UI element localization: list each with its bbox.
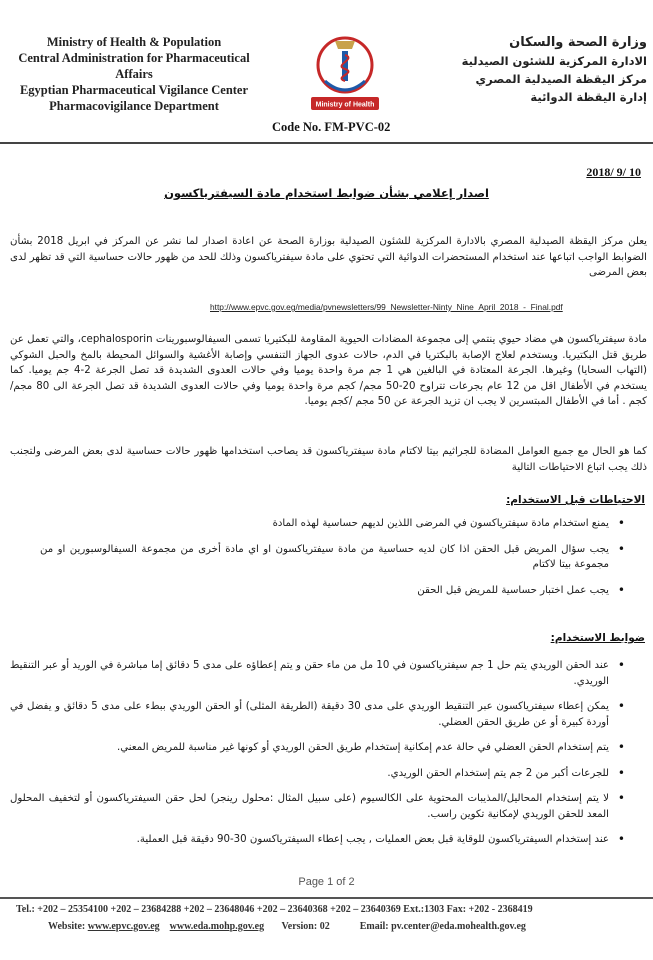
header-en-line: Affairs bbox=[115, 67, 153, 81]
ministry-logo bbox=[305, 25, 385, 117]
header-en-line: Ministry of Health & Population bbox=[46, 35, 222, 49]
ministry-emblem-icon bbox=[305, 25, 385, 117]
list-item: • لا يتم إستخدام المحاليل/المذيبات المحتوية على الكالسيوم (على سبيل المثال :محلول رينجر) لحل حقن السيفترياكسون أو لتخفيف المحلول المعد للحقن الوريدي لإمكانية تكوين راسب. bbox=[10, 791, 625, 822]
header-ar-line: وزارة الصحة والسكان bbox=[509, 35, 647, 50]
header-en-line: Egyptian Pharmaceutical Vigilance Center bbox=[19, 83, 249, 97]
list-item: • عند إستخدام السيفترياكسون للوقاية قبل بعض العمليات , يجب إعطاء السيفترياكسون 30-90 دقيقة قبل العملية. bbox=[10, 832, 625, 848]
header-ar-line: إدارة اليقظة الدوائية bbox=[530, 90, 647, 104]
footer-contact-line bbox=[48, 921, 526, 932]
document-date: 2018/ 9/ 10 bbox=[586, 165, 641, 179]
header-ar-line: الادارة المركزية للشئون الصيدلية bbox=[461, 54, 647, 68]
precautions-heading: الاحتياطات قبل الاستخدام: bbox=[506, 494, 645, 506]
controls-list bbox=[10, 658, 625, 858]
header-english-block bbox=[0, 34, 268, 114]
header-divider bbox=[0, 142, 653, 144]
website-link-eda[interactable]: www.eda.mohp.gov.eg bbox=[169, 921, 265, 932]
newsletter-link[interactable]: http://www.epvc.gov.eg/media/pvnewsletters/99_Newsletter-Ninty_Nine_April_2018_-_Final.pdf bbox=[210, 302, 563, 312]
footer-phone-line: Tel.: +202 – 25354100 +202 – 23684288 +202 – 23648046 +202 – 23640368 +202 – 23640369 Ext.:1303 Fax: +202 - 2368419 bbox=[16, 904, 533, 915]
page-number: Page 1 of 2 bbox=[298, 876, 355, 888]
list-item: • يجب سؤال المريض قبل الحقن اذا كان لديه حساسية من مادة سيفترياكسون او اي مادة أخرى من مجموعة السيفالوسبورين او من مجموعة بيتا لاكتام bbox=[40, 542, 625, 573]
drug-description-paragraph: مادة سيفترياكسون هي مضاد حيوي ينتمي إلى مجموعة المضادات الحيوية المقاومة للبكتيريا تسمى السيفالوسبورينات cephalosporin، والتي تعمل عن طريق قتل البكتيريا. ويستخدم لعلاج الإصابة بالبكتريا في الدم، حالات عدوى الجهاز التنفسي وإصابة الأغشية والسوائل المحيطة بالمخ والحبل الشوكي (التهاب السحايا) وغيرها. الجرعة المعتادة في البالغين هي 1 جم مرة واحدة يوميا وفي حالات العدوى الشديدة قد تصل الجرعة 2-4 جم يوميا. كما يستخدم في الأطفال اقل من 12 عام بجرعات تتراوح 20-50 مجم/ كجم مرة واحدة يوميا وفي حالات العدوى الشديدة قد تصل الجرعة الى 80 مجم/كجم . أما في الأطفال المبتسرين لا يجب ان تزيد الجرعة عن 50 مجم /كجم يوميا. bbox=[10, 334, 648, 407]
header-ar-line: مركز اليقظة الصيدلية المصري bbox=[475, 72, 647, 86]
email-label[interactable]: Email: pv.center@eda.mohealth.gov.eg bbox=[359, 921, 526, 932]
logo-caption: Ministry of Health bbox=[315, 101, 375, 109]
document-title: اصدار إعلامي بشأن ضوابط استخدام مادة السيفترياكسون bbox=[164, 186, 489, 200]
controls-heading: ضوابط الاستخدام: bbox=[550, 632, 645, 644]
precautions-list bbox=[40, 516, 625, 608]
warning-paragraph: كما هو الحال مع جميع العوامل المضادة للجراثيم بيتا لاكتام مادة سيفترياكسون قد يصاحب استخدامها ظهور حالات حساسية لدى بعض المرضى ولتجنب ذلك يجب اتباع الاحتياطات التالية bbox=[10, 446, 647, 473]
header-en-line: Pharmacovigilance Department bbox=[49, 99, 219, 113]
footer-divider bbox=[0, 897, 653, 899]
list-item: • يجب عمل اختبار حساسية للمريض قبل الحقن bbox=[40, 583, 625, 599]
list-item: • يتم إستخدام الحقن العضلي في حالة عدم إمكانية إستخدام طريق الحقن الوريدي أو كونها غير مناسبة للمريض المعني. bbox=[10, 740, 625, 756]
list-item: • عند الحقن الوريدي يتم حل 1 جم سيفترياكسون في 10 مل من ماء حقن و يتم إعطاؤه على مدى 5 دقائق إما مباشرة في الوريد أو عبر التنقيط الوريدي. bbox=[10, 658, 625, 689]
document-code: Code No. FM-PVC-02 bbox=[272, 120, 391, 134]
website-link-epvc[interactable]: www.epvc.gov.eg bbox=[87, 921, 160, 932]
list-item: • يمكن إعطاء سيفترياكسون عبر التنقيط الوريدي على مدى 30 دقيقة (الطريقة المثلى) أو الحقن الوريدي ببطء على مدى 5 دقائق و يفضل في أوردة كبيرة أو عن طريق الحقن العضلي. bbox=[10, 699, 625, 730]
header-arabic-block bbox=[461, 34, 647, 106]
version-label: Version: 02 bbox=[281, 921, 330, 932]
list-item: • يمنع استخدام مادة سيفترياكسون في المرضى اللذين لديهم حساسية لهذه المادة bbox=[40, 516, 625, 532]
list-item: • للجرعات أكبر من 2 جم يتم إستخدام الحقن الوريدي. bbox=[10, 766, 625, 782]
header-en-line: Central Administration for Pharmaceutical bbox=[18, 51, 250, 65]
website-label: Website: bbox=[48, 921, 86, 932]
intro-paragraph: يعلن مركز اليقظة الصيدلية المصري بالادارة المركزية للشئون الصيدلية بوزارة الصحة عن اعادة اصدار لما نشر عن المركز في ابريل 2018 بشأن الضوابط الواجب اتباعها عند استخدام المستحضرات الدوائية التي تحتوي على مادة سيفترياكسون وذلك للحد من ظهور حالات حساسية التي قد تظهر لدى بعض المرضى bbox=[10, 236, 647, 278]
